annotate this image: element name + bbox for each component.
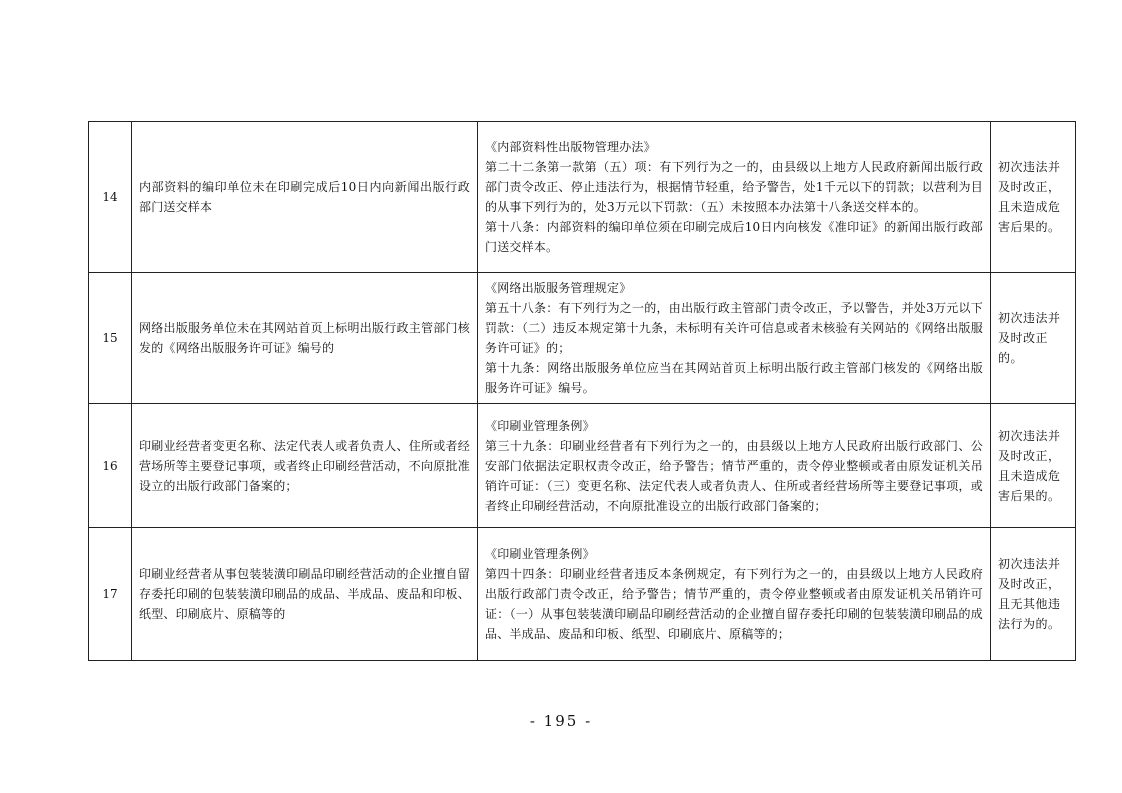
regulation-title: 《印刷业管理条例》 bbox=[485, 418, 595, 433]
exemption-condition: 初次违法并及时改正，且无其他违法行为的。 bbox=[991, 528, 1076, 661]
legal-basis bbox=[478, 404, 991, 528]
regulation-title: 《内部资料性出版物管理办法》 bbox=[485, 140, 656, 154]
penalty-article: 第五十八条：有下列行为之一的，由出版行政主管部门责令改正，予以警告，并处3万元以下罚款：（二）违反本规定第十九条，未标明有关许可信息或者未核验有关网站的《网络出版服务许可证》的； bbox=[485, 301, 983, 355]
obligation-article: 第十八条：内部资料的编印单位须在印刷完成后10日内向核发《准印证》的新闻出版行政部门送交样本。 bbox=[485, 220, 983, 254]
row-number: 16 bbox=[89, 404, 132, 528]
row-number: 15 bbox=[89, 273, 132, 404]
violation-description: 印刷业经营者从事包装装潢印刷品印刷经营活动的企业擅自留存委托印刷的包装装潢印刷品的成品、半成品、废品和印板、纸型、印刷底片、原稿等的 bbox=[132, 528, 478, 661]
exemption-condition: 初次违法并及时改正的。 bbox=[991, 273, 1076, 404]
row-number: 14 bbox=[89, 122, 132, 273]
legal-basis bbox=[478, 273, 991, 404]
document-page bbox=[88, 121, 1061, 661]
violation-description: 网络出版服务单位未在其网站首页上标明出版行政主管部门核发的《网络出版服务许可证》编号的 bbox=[132, 273, 478, 404]
table-row bbox=[89, 528, 1076, 661]
table-row bbox=[89, 122, 1076, 273]
penalty-article: 第二十二条第一款第（五）项：有下列行为之一的，由县级以上地方人民政府新闻出版行政部门责令改正、停止违法行为，根据情节轻重，给予警告，处1千元以下的罚款；以营利为目的从事下列行为的，处3万元以下罚款：（五）未按照本办法第十八条送交样本的。 bbox=[485, 160, 983, 214]
violation-description: 内部资料的编印单位未在印刷完成后10日内向新闻出版行政部门送交样本 bbox=[132, 122, 478, 273]
exemption-condition: 初次违法并及时改正，且未造成危害后果的。 bbox=[991, 122, 1076, 273]
table-row bbox=[89, 404, 1076, 528]
row-number: 17 bbox=[89, 528, 132, 661]
table-row bbox=[89, 273, 1076, 404]
penalty-exemption-table bbox=[88, 121, 1076, 661]
regulation-title: 《印刷业管理条例》 bbox=[485, 547, 595, 561]
page-number: - 195 - bbox=[529, 712, 593, 730]
exemption-condition: 初次违法并及时改正，且未造成危害后果的。 bbox=[991, 404, 1076, 528]
penalty-article: 第四十四条：印刷业经营者违反本条例规定，有下列行为之一的，由县级以上地方人民政府出版行政部门责令改正，给予警告；情节严重的，责令停业整顿或者由原发证机关吊销许可证：（一）从事包装装潢印刷品印刷经营活动的企业擅自留存委托印刷的包装装潢印刷品的成品、半成品、废品和印板、纸型、印刷底片、原稿等的； bbox=[485, 567, 983, 641]
legal-basis bbox=[478, 122, 991, 273]
regulation-title: 《网络出版服务管理规定》 bbox=[485, 281, 632, 295]
violation-description: 印刷业经营者变更名称、法定代表人或者负责人、住所或者经营场所等主要登记事项，或者终止印刷经营活动，不向原批准设立的出版行政部门备案的； bbox=[132, 404, 478, 528]
legal-basis bbox=[478, 528, 991, 661]
obligation-article: 第十九条：网络出版服务单位应当在其网站首页上标明出版行政主管部门核发的《网络出版服务许可证》编号。 bbox=[485, 361, 983, 395]
penalty-article: 第三十九条：印刷业经营者有下列行为之一的，由县级以上地方人民政府出版行政部门、公安部门依据法定职权责令改正，给予警告；情节严重的，责令停业整顿或者由原发证机关吊销许可证：（三）变更名称、法定代表人或者负责人、住所或者经营场所等主要登记事项，或者终止印刷经营活动，不向原批准设立的出版行政部门备案的； bbox=[485, 438, 983, 513]
